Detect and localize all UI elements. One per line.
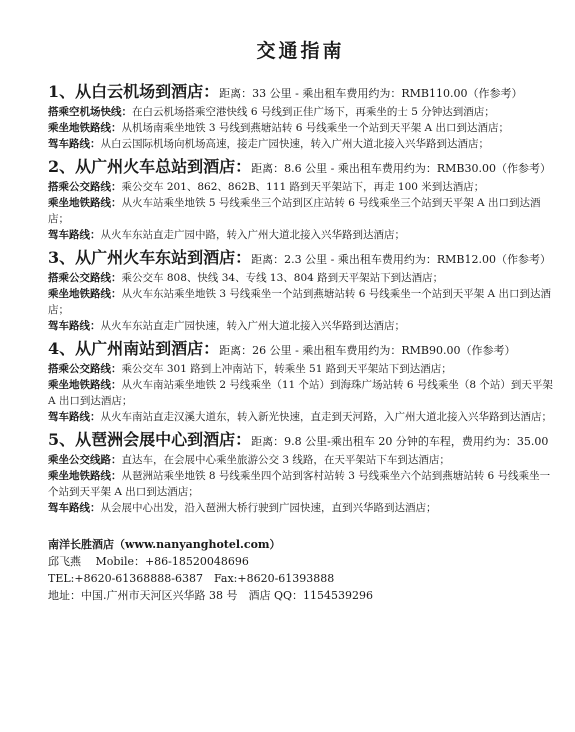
route-text: 乘公交车 201、862、862B、111 路到天平架站下，再走 100 米到达酒店； bbox=[121, 181, 485, 193]
route-text: 从火车东站直走广园快速，转入广州大道北接入兴华路到达酒店； bbox=[100, 320, 405, 332]
route-line bbox=[48, 468, 553, 500]
route-label: 驾车路线： bbox=[48, 320, 101, 332]
route-text: 从火车站乘坐地铁 5 号线乘坐三个站到区庄站转 6 号线乘坐三个站到天平架 A 出口到达酒店； bbox=[48, 197, 541, 225]
route-section bbox=[48, 431, 553, 522]
route-line bbox=[48, 270, 553, 286]
route-text: 从机场南乘坐地铁 3 号线到燕塘站转 6 号线乘坐一个站到天平架 A 出口到达酒店； bbox=[121, 122, 509, 134]
contact-address: 地址：中国.广州市天河区兴华路 38 号 酒店 QQ：1154539296 bbox=[48, 589, 374, 602]
section-title: 5、从琶洲会展中心到酒店： bbox=[48, 430, 252, 449]
route-text: 从火车南站乘坐地铁 2 号线乘坐（11 个站）到海珠广场站转 6 号线乘坐（8 个站）到天平架 A 出口到达酒店； bbox=[48, 379, 553, 407]
route-text: 直达车，在会展中心乘坐旅游公交 3 线路，在天平架站下车到达酒店； bbox=[121, 454, 450, 466]
route-label: 搭乘公交路线： bbox=[48, 363, 122, 375]
contact-person: 邱飞燕 Mobile：+86-18520048696 bbox=[48, 555, 249, 568]
route-text: 在白云机场搭乘空港快线 6 号线到正佳广场下，再乘坐的士 5 分钟达到酒店； bbox=[132, 106, 495, 118]
route-line bbox=[48, 452, 553, 468]
section-distance: 距离：26 公里 - 乘出租车费用约为：RMB90.00（作参考） bbox=[219, 344, 516, 357]
route-text: 乘公交车 301 路到上冲南站下，转乘坐 51 路到天平架站下到达酒店； bbox=[121, 363, 452, 375]
route-section bbox=[48, 158, 553, 249]
route-label: 搭乘公交路线： bbox=[48, 272, 122, 284]
section-heading bbox=[48, 431, 553, 450]
route-line bbox=[48, 104, 553, 120]
route-section bbox=[48, 340, 553, 431]
route-text: 从白云国际机场向机场高速，接走广园快速，转入广州大道北接入兴华路到达酒店； bbox=[100, 138, 489, 150]
sections-container bbox=[48, 83, 553, 522]
route-label: 乘坐地铁路线： bbox=[48, 288, 122, 300]
route-label: 乘坐地铁路线： bbox=[48, 470, 122, 482]
route-label: 驾车路线： bbox=[48, 411, 101, 423]
route-line bbox=[48, 500, 553, 516]
section-heading bbox=[48, 340, 553, 359]
route-line bbox=[48, 136, 553, 152]
section-title: 2、从广州火车总站到酒店： bbox=[48, 157, 252, 176]
route-text: 从火车东站直走广园中路，转入广州大道北接入兴华路到达酒店； bbox=[100, 229, 405, 241]
route-label: 搭乘公交路线： bbox=[48, 181, 122, 193]
section-distance: 距离：33 公里 - 乘出租车费用约为：RMB110.00（作参考） bbox=[219, 87, 523, 100]
route-text: 从琶洲站乘坐地铁 8 号线乘坐四个站到客村站转 3 号线乘坐六个站到燕塘站转 6 号线乘坐一个站到天平架 A 出口到达酒店； bbox=[48, 470, 551, 498]
route-section bbox=[48, 83, 553, 158]
route-line bbox=[48, 179, 553, 195]
route-label: 驾车路线： bbox=[48, 229, 101, 241]
route-label: 驾车路线： bbox=[48, 138, 101, 150]
route-text: 乘公交车 808、快线 34、专线 13、804 路到天平架站下到达酒店； bbox=[121, 272, 444, 284]
route-line bbox=[48, 361, 553, 377]
route-label: 搭乘空机场快线： bbox=[48, 106, 132, 118]
hotel-name: 南洋长胜酒店（www.nanyanghotel.com） bbox=[48, 538, 281, 551]
section-heading bbox=[48, 83, 553, 102]
section-heading bbox=[48, 158, 553, 177]
section-distance: 距离：2.3 公里 - 乘出租车费用约为：RMB12.00（作参考） bbox=[251, 253, 551, 266]
page-title: 交通指南 bbox=[256, 40, 345, 62]
route-line bbox=[48, 227, 553, 243]
route-line bbox=[48, 286, 553, 318]
section-spacer bbox=[48, 516, 553, 522]
route-text: 从会展中心出发，沿入琶洲大桥行驶到广园快速，直到兴华路到达酒店； bbox=[100, 502, 437, 514]
section-distance: 距离：9.8 公里-乘出租车 20 分钟的车程，费用约为：35.00 bbox=[251, 435, 549, 448]
route-label: 乘坐地铁路线： bbox=[48, 197, 122, 209]
contact-phone-fax: TEL:+8620-61368888-6387 Fax:+8620-61393888 bbox=[48, 572, 335, 585]
route-line bbox=[48, 318, 553, 334]
route-text: 从火车东站乘坐地铁 3 号线乘坐一个站到燕塘站转 6 号线乘坐一个站到天平架 A 出口到达酒店； bbox=[48, 288, 551, 316]
section-title: 1、从白云机场到酒店： bbox=[48, 82, 220, 101]
section-heading bbox=[48, 249, 553, 268]
route-label: 驾车路线： bbox=[48, 502, 101, 514]
route-line bbox=[48, 120, 553, 136]
route-line bbox=[48, 409, 553, 425]
route-section bbox=[48, 249, 553, 340]
section-title: 4、从广州南站到酒店： bbox=[48, 339, 220, 358]
section-distance: 距离：8.6 公里 - 乘出租车费用约为：RMB30.00（作参考） bbox=[251, 162, 551, 175]
route-label: 乘坐地铁路线： bbox=[48, 379, 122, 391]
route-line bbox=[48, 195, 553, 227]
contact-block bbox=[48, 536, 553, 604]
route-line bbox=[48, 377, 553, 409]
route-label: 乘坐公交线路： bbox=[48, 454, 122, 466]
section-title: 3、从广州火车东站到酒店： bbox=[48, 248, 252, 267]
route-text: 从火车南站直走汉溪大道东，转入新光快速，直走到天河路，入广州大道北接入兴华路到达酒店； bbox=[100, 411, 552, 423]
route-label: 乘坐地铁路线： bbox=[48, 122, 122, 134]
